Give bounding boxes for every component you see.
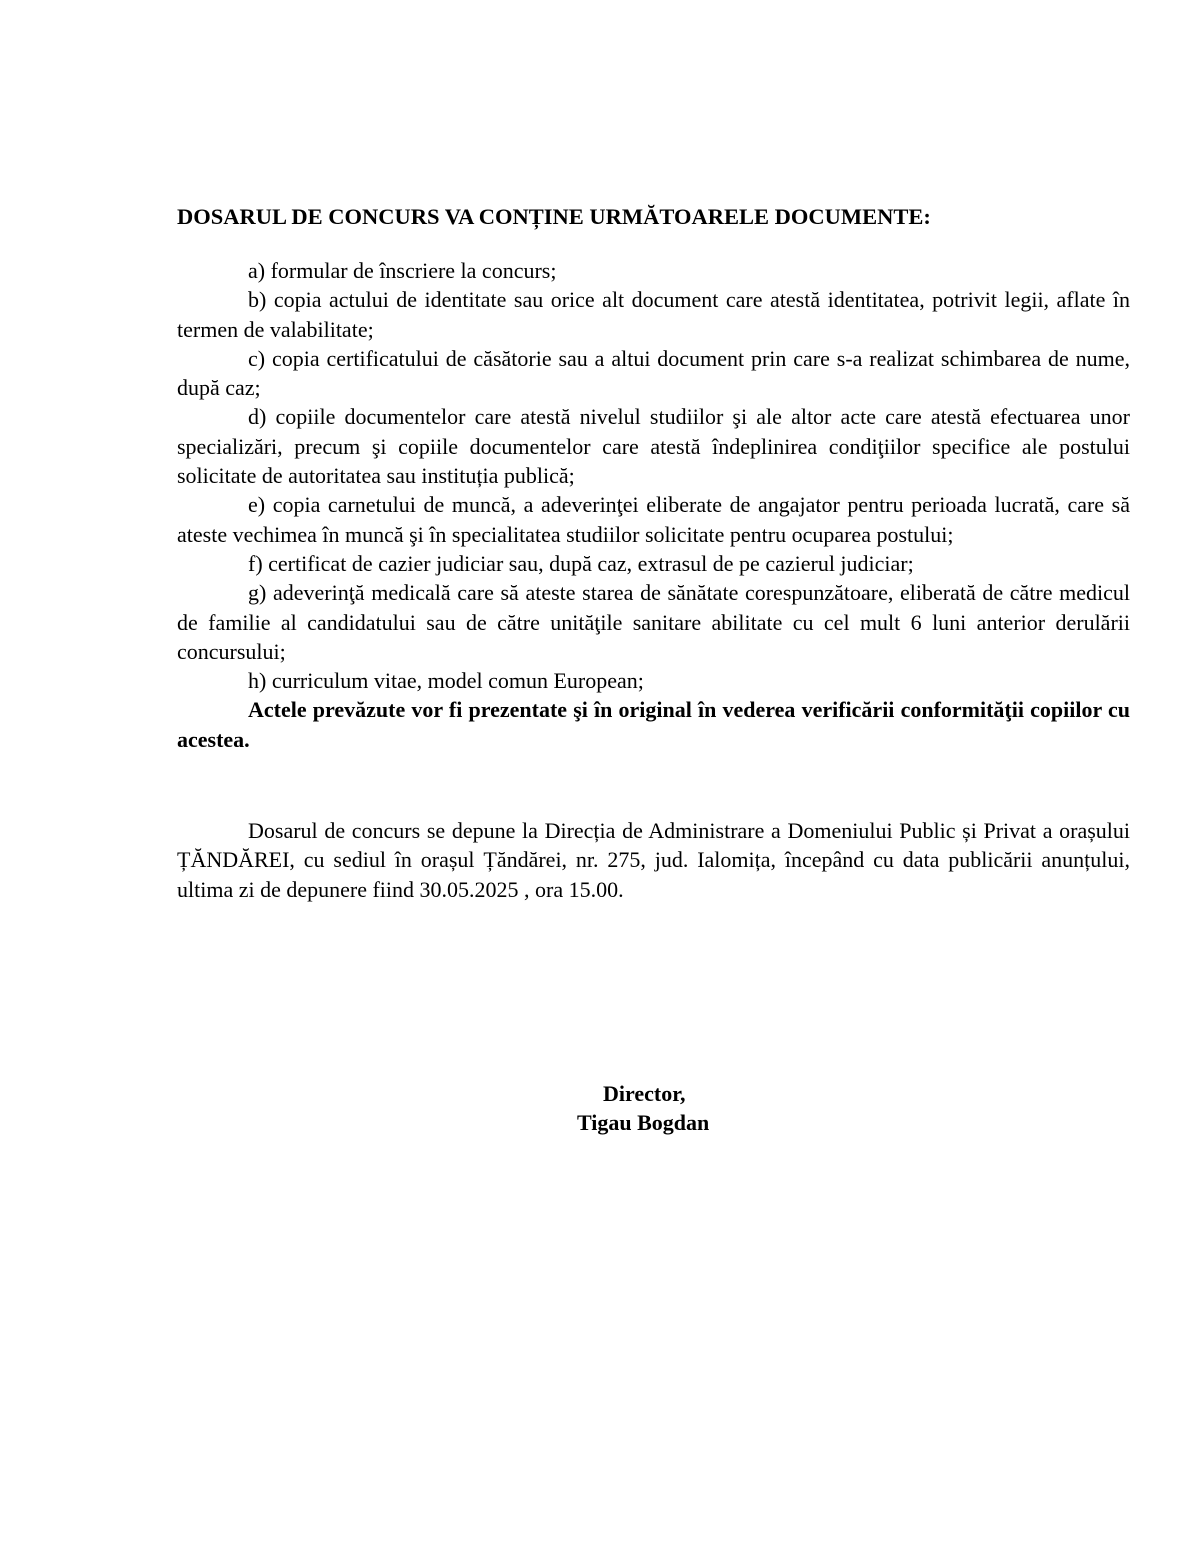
list-item-a: a) formular de înscriere la concurs; [248, 258, 557, 283]
signature-role: Director, [603, 1081, 686, 1106]
originals-note: Actele prevăzute vor fi prezentate şi în original în vederea verificării conformităţii copiilor cu acestea. [177, 697, 1130, 752]
signature-name: Tigau Bogdan [577, 1110, 710, 1135]
signature-block [177, 1079, 1130, 1137]
list-item-d: d) copiile documentelor care atestă nivelul studiilor şi ale altor acte care atestă efectuarea unor specializări, precum şi copiile documentelor care atestă îndeplinirea condiţiilor specifice ale postului solicitate de autoritatea sau instituția publică; [177, 404, 1130, 489]
required-documents-list [177, 256, 1130, 754]
submission-section [177, 816, 1130, 904]
document-heading: DOSARUL DE CONCURS VA CONȚINE URMĂTOARELE DOCUMENTE: [177, 204, 931, 229]
list-item-f: f) certificat de cazier judiciar sau, după caz, extrasul de pe cazierul judiciar; [248, 550, 914, 576]
list-item-c: c) copia certificatului de căsătorie sau a altui document prin care s-a realizat schimbarea de nume, după caz; [177, 345, 1130, 401]
submission-paragraph: Dosarul de concurs se depune la Direcția de Administrare a Domeniului Public și Privat a orașului ȚĂNDĂREI, cu sediul în orașul Țăndărei, nr. 275, jud. Ialomița, începând cu data publicării anunțului, ultima zi de depunere fiind 30.05.2025 , ora 15.00. [177, 818, 1130, 902]
list-item-e: e) copia carnetului de muncă, a adeverinţei eliberate de angajator pentru perioada lucrată, care să ateste vechimea în muncă şi în specialitatea studiilor solicitate pentru ocuparea postului; [177, 492, 1130, 547]
list-item-h: h) curriculum vitae, model comun European; [248, 668, 644, 694]
list-item-g: g) adeverinţă medicală care să ateste starea de sănătate corespunzătoare, eliberată de către medicul de familie al candidatului sau de către unităţile sanitare abilitate cu cel mult 6 luni anterior derulării concursului; [177, 580, 1130, 664]
list-item-b: b) copia actului de identitate sau orice alt document care atestă identitatea, potrivit legii, aflate în termen de valabilitate; [177, 287, 1130, 342]
